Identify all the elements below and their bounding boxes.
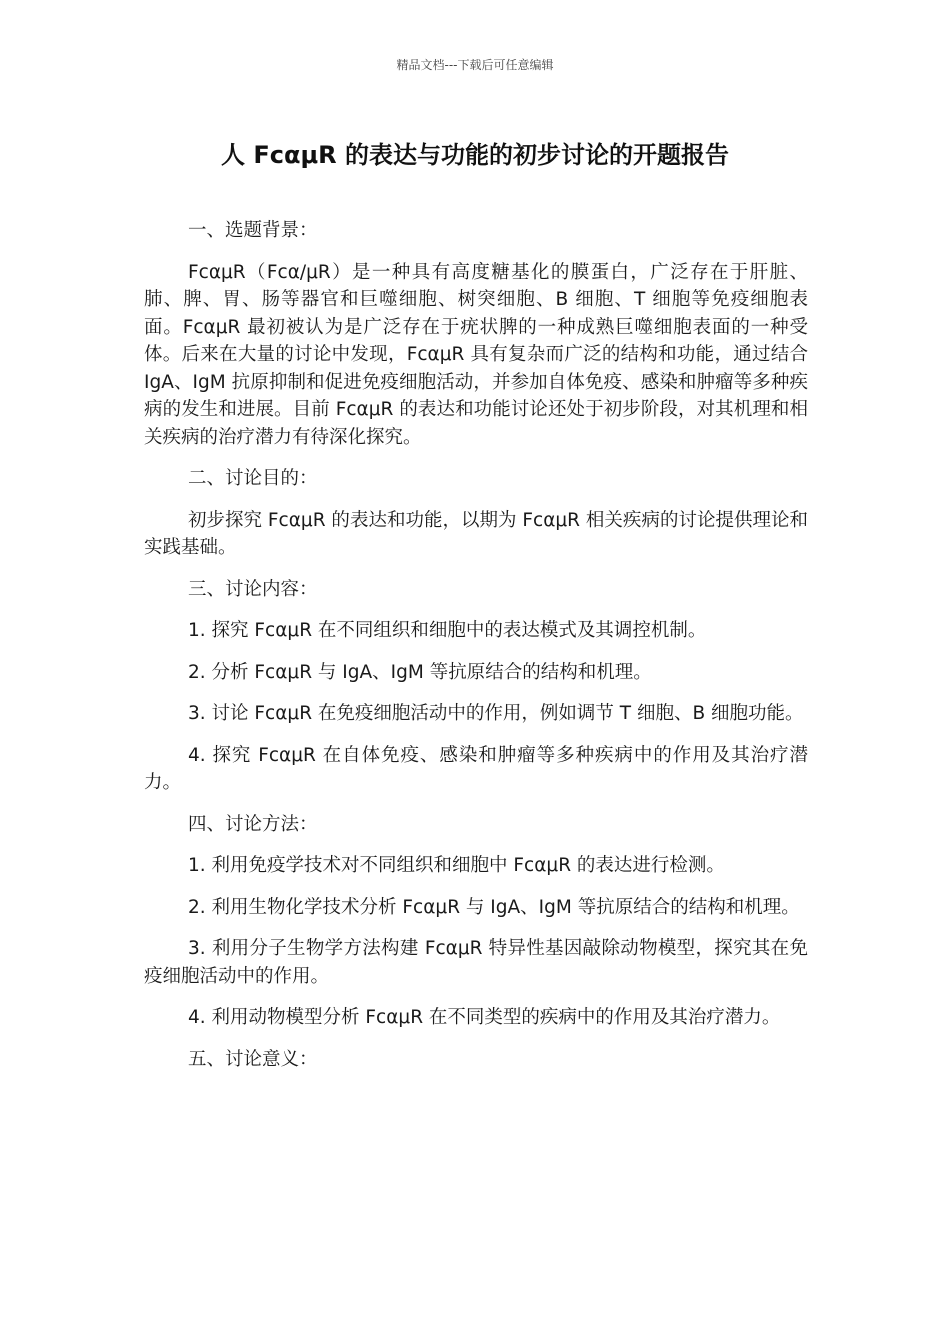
content-item: 3. 讨论 FcαμR 在免疫细胞活动中的作用，例如调节 T 细胞、B 细胞功能。	[188, 703, 804, 724]
method-item: 3. 利用分子生物学方法构建 FcαμR 特异性基因敲除动物模型，探究其在免疫细胞活动中的作用。	[144, 938, 808, 987]
document-body	[144, 217, 808, 1087]
method-item: 1. 利用免疫学技术对不同组织和细胞中 FcαμR 的表达进行检测。	[188, 855, 725, 876]
section-heading-content: 三、讨论内容：	[188, 578, 318, 600]
method-item: 4. 利用动物模型分析 FcαμR 在不同类型的疾病中的作用及其治疗潜力。	[188, 1007, 781, 1028]
purpose-paragraph: 初步探究 FcαμR 的表达和功能，以期为 FcαμR 相关疾病的讨论提供理论和实践基础。	[144, 509, 808, 558]
content-item: 1. 探究 FcαμR 在不同组织和细胞中的表达模式及其调控机制。	[188, 620, 707, 641]
method-item: 2. 利用生物化学技术分析 FcαμR 与 IgA、IgM 等抗原结合的结构和机理。	[188, 896, 800, 918]
content-item: 2. 分析 FcαμR 与 IgA、IgM 等抗原结合的结构和机理。	[188, 661, 652, 683]
background-paragraph: FcαμR（Fcα/μR）是一种具有高度糖基化的膜蛋白，广泛存在于肝脏、肺、脾、胃、肠等器官和巨噬细胞、树突细胞、B 细胞、T 细胞等免疫细胞表面。FcαμR 最初被认为是广泛存在于疣状脾的一种成熟巨噬细胞表面的一种受体。后来在大量的讨论中发现，FcαμR 具有复杂而广泛的结构和功能，通过结合 IgA、IgM 抗原抑制和促进免疫细胞活动，并参加自体免疫、感染和肿瘤等多种疾病的发生和进展。目前 FcαμR 的表达和功能讨论还处于初步阶段，对其机理和相关疾病的治疗潜力有待深化探究。	[144, 261, 808, 448]
section-heading-methods: 四、讨论方法：	[188, 813, 318, 835]
header-note: 精品文档---下载后可任意编辑	[396, 58, 554, 72]
document-title: 人 FcαμR 的表达与功能的初步讨论的开题报告	[221, 141, 729, 169]
section-heading-background: 一、选题背景：	[188, 220, 318, 241]
section-heading-significance: 五、讨论意义：	[188, 1048, 318, 1070]
content-item: 4. 探究 FcαμR 在自体免疫、感染和肿瘤等多种疾病中的作用及其治疗潜力。	[144, 744, 808, 793]
section-heading-purpose: 二、讨论目的：	[188, 468, 318, 489]
